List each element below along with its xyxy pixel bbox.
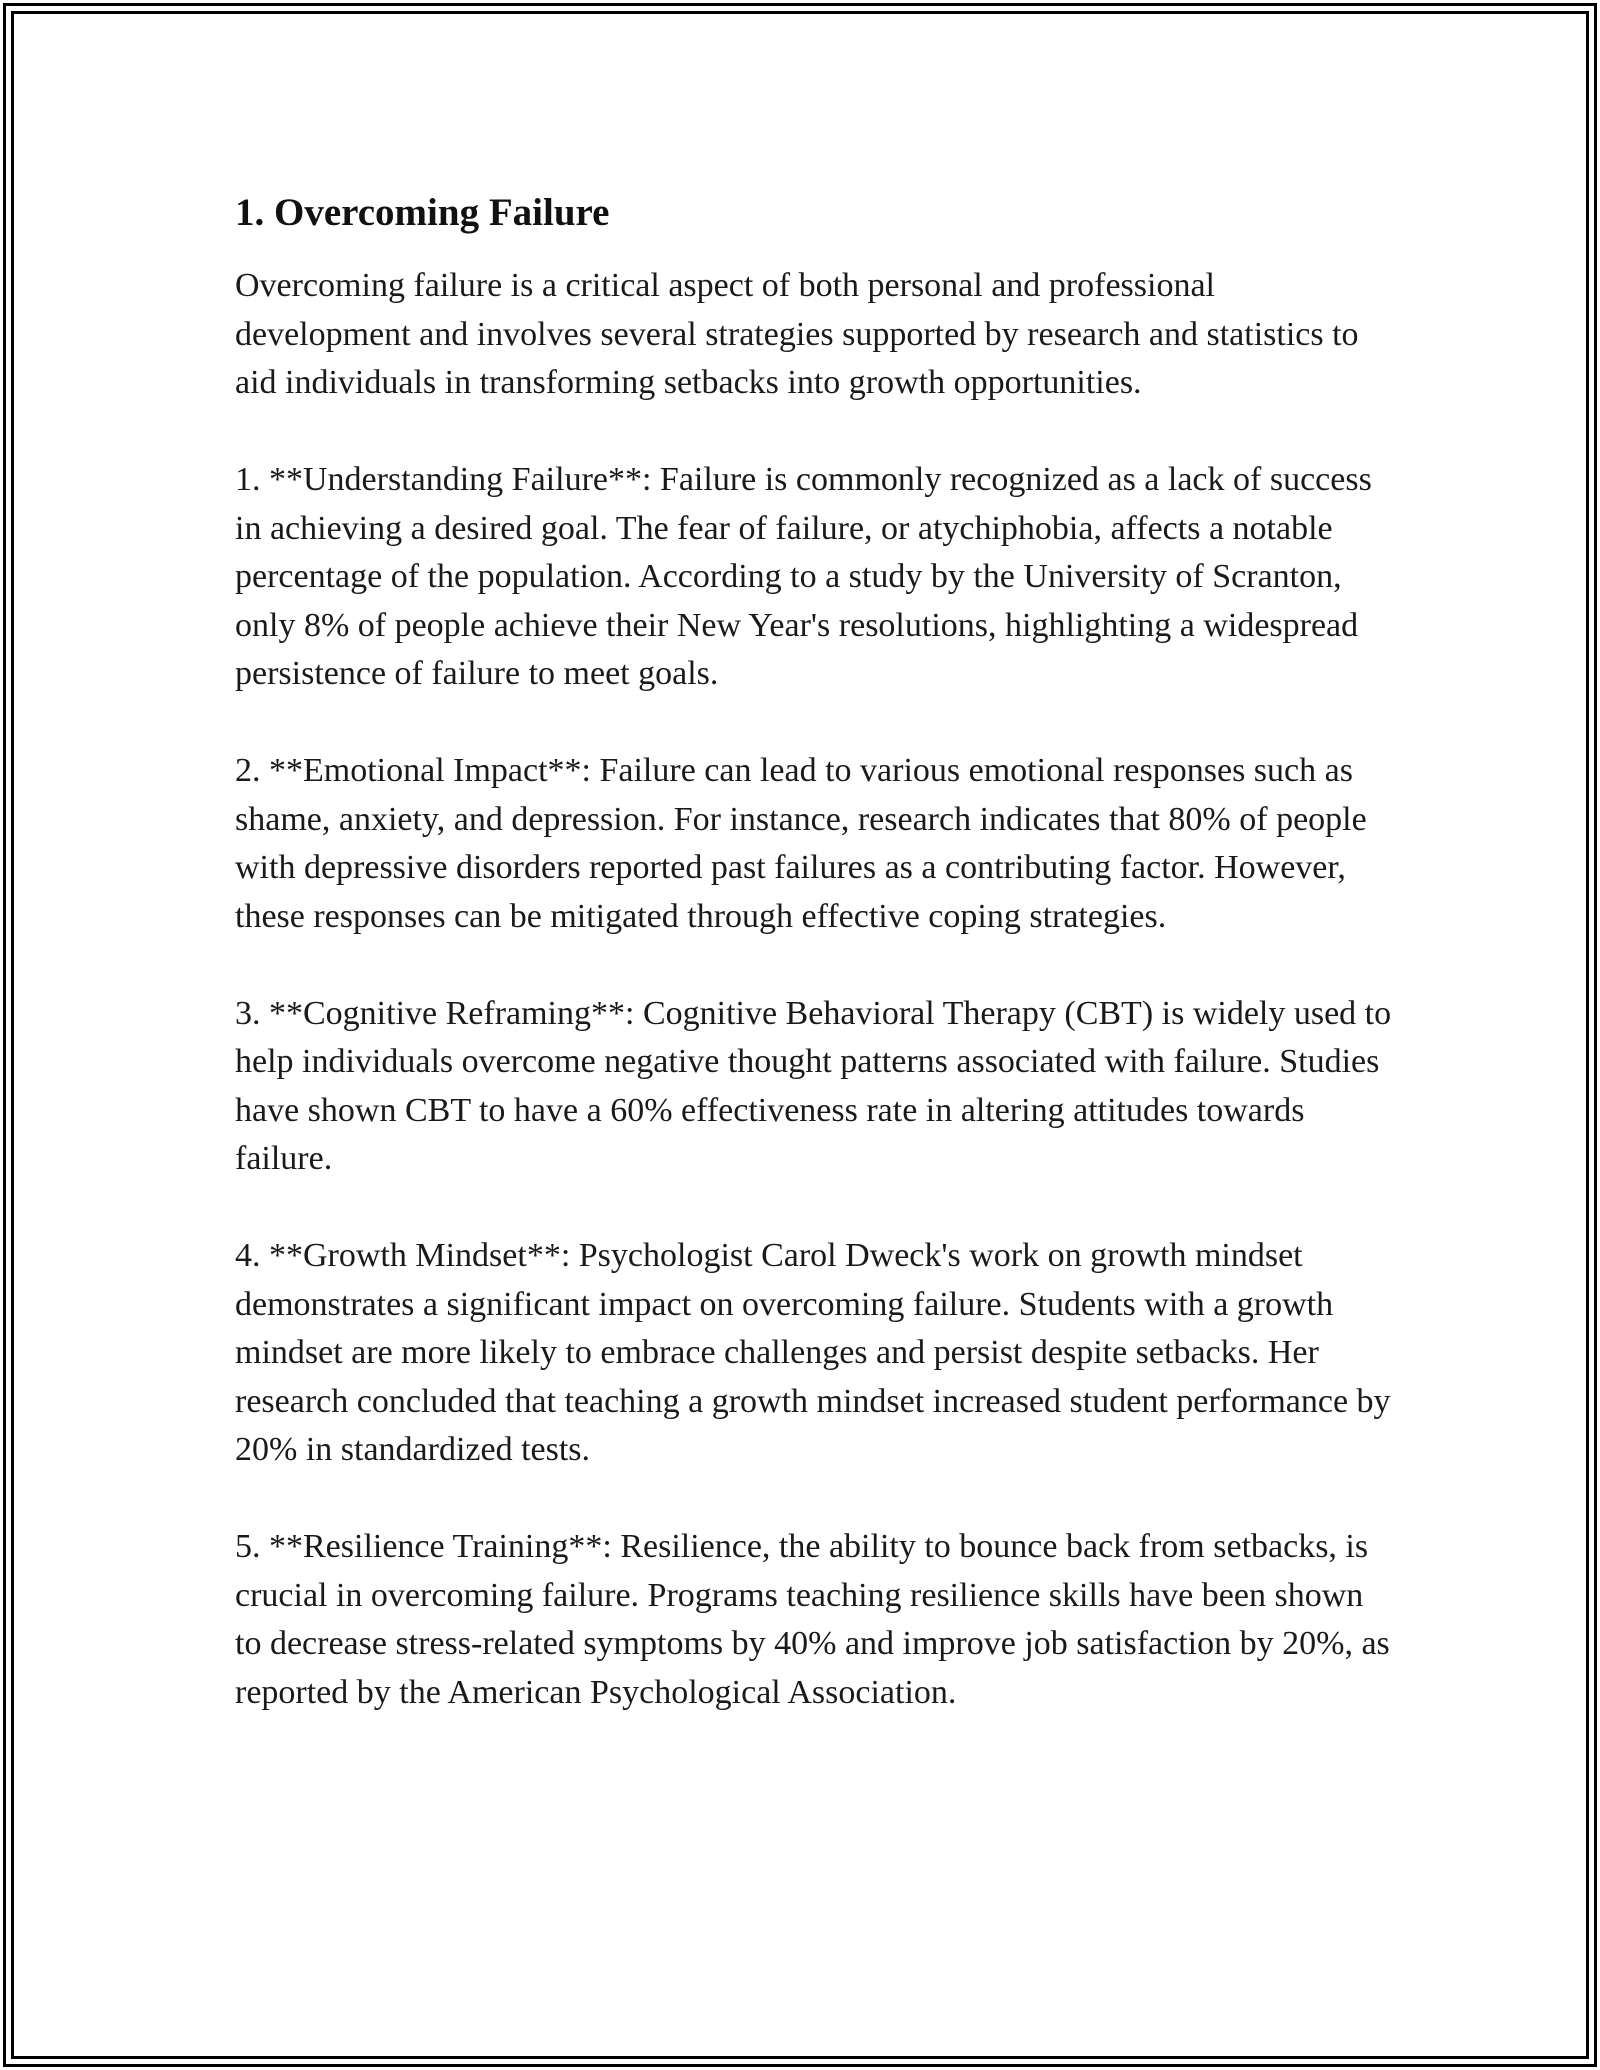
paragraph-growth-mindset: 4. **Growth Mindset**: Psychologist Carol Dweck's work on growth mindset demonstrates a significant impact on overcoming failure. Students with a growth mindset are more likely to embrace challenges and persist despite setbacks. Her research concluded that teaching a growth mindset increased student performance by 20% in standardized tests. — [235, 1237, 1391, 1468]
paragraph-resilience-training: 5. **Resilience Training**: Resilience, the ability to bounce back from setbacks, is crucial in overcoming failure. Programs teaching resilience skills have been shown to decrease stress-related symptoms by 40% and improve job satisfaction by 20%, as reported by the American Psychological Association. — [235, 1528, 1390, 1711]
document-body — [235, 186, 1395, 1766]
section-heading: 1. Overcoming Failure — [235, 191, 610, 234]
paragraph-cognitive-reframing: 3. **Cognitive Reframing**: Cognitive Behavioral Therapy (CBT) is widely used to help individuals overcome negative thought patterns associated with failure. Studies have shown CBT to have a 60% effectiveness rate in altering attitudes towards failure. — [235, 994, 1392, 1177]
paragraph-emotional-impact: 2. **Emotional Impact**: Failure can lead to various emotional responses such as shame, anxiety, and depression. For instance, research indicates that 80% of people with depressive disorders reported past failures as a contributing factor. However, these responses can be mitigated through effective coping strategies. — [235, 752, 1367, 935]
paragraph-understanding-failure: 1. **Understanding Failure**: Failure is commonly recognized as a lack of success in achieving a desired goal. The fear of failure, or atychiphobia, affects a notable percentage of the population. According to a study by the University of Scranton, only 8% of people achieve their New Year's resolutions, highlighting a widespread persistence of failure to meet goals. — [235, 461, 1372, 692]
intro-paragraph: Overcoming failure is a critical aspect of both personal and professional development and involves several strategies supported by research and statistics to aid individuals in transforming setbacks into growth opportunities. — [235, 267, 1359, 401]
